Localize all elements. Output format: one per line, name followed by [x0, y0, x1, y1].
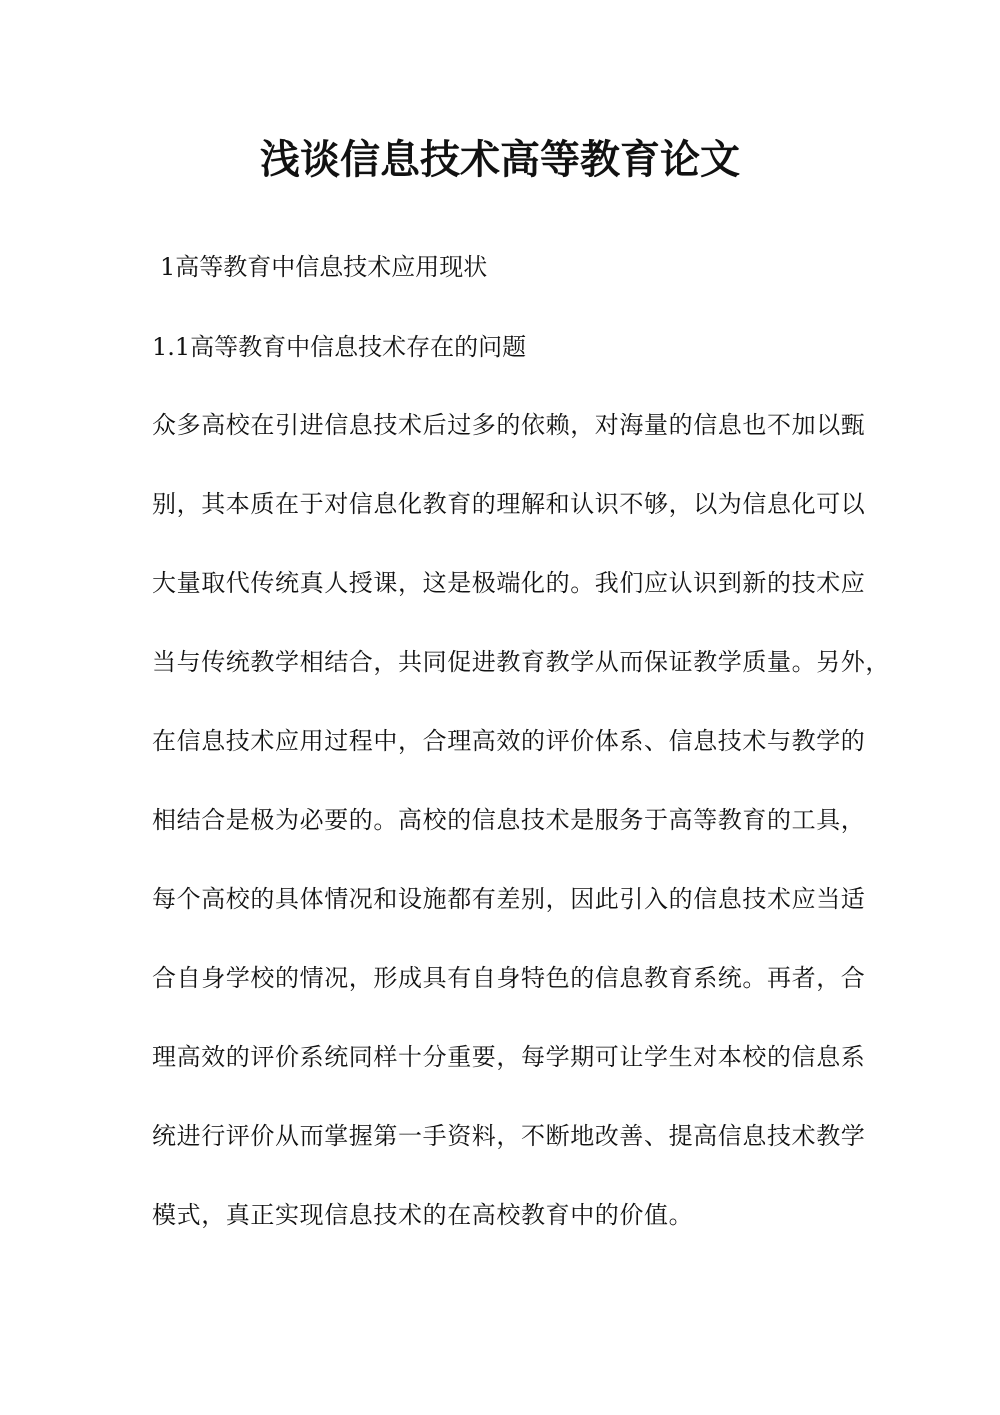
subsection-heading-1-1: 1.1高等教育中信息技术存在的问题 [152, 333, 527, 361]
paragraph-line: 众多高校在引进信息技术后过多的依赖，对海量的信息也不加以甄 [152, 411, 866, 439]
paragraph-line: 模式，真正实现信息技术的在高校教育中的价值。 [152, 1201, 694, 1229]
paragraph-line: 合自身学校的情况，形成具有自身特色的信息教育系统。再者，合 [152, 964, 866, 992]
paragraph-line: 理高效的评价系统同样十分重要，每学期可让学生对本校的信息系 [152, 1043, 866, 1071]
paragraph-line: 每个高校的具体情况和设施都有差别，因此引入的信息技术应当适 [152, 885, 866, 913]
paragraph-line: 别，其本质在于对信息化教育的理解和认识不够，以为信息化可以 [152, 490, 866, 518]
document-title: 浅谈信息技术高等教育论文 [260, 137, 740, 183]
section-heading-1: 1高等教育中信息技术应用现状 [160, 253, 488, 281]
paragraph-line: 大量取代传统真人授课，这是极端化的。我们应认识到新的技术应 [152, 569, 866, 597]
paragraph-line: 当与传统教学相结合，共同促进教育教学从而保证教学质量。另外， [152, 648, 890, 676]
body-paragraph [152, 408, 890, 1277]
paragraph-line: 相结合是极为必要的。高校的信息技术是服务于高等教育的工具， [152, 806, 866, 834]
paragraph-line: 统进行评价从而掌握第一手资料，不断地改善、提高信息技术教学 [152, 1122, 866, 1150]
paragraph-line: 在信息技术应用过程中，合理高效的评价体系、信息技术与教学的 [152, 727, 866, 755]
